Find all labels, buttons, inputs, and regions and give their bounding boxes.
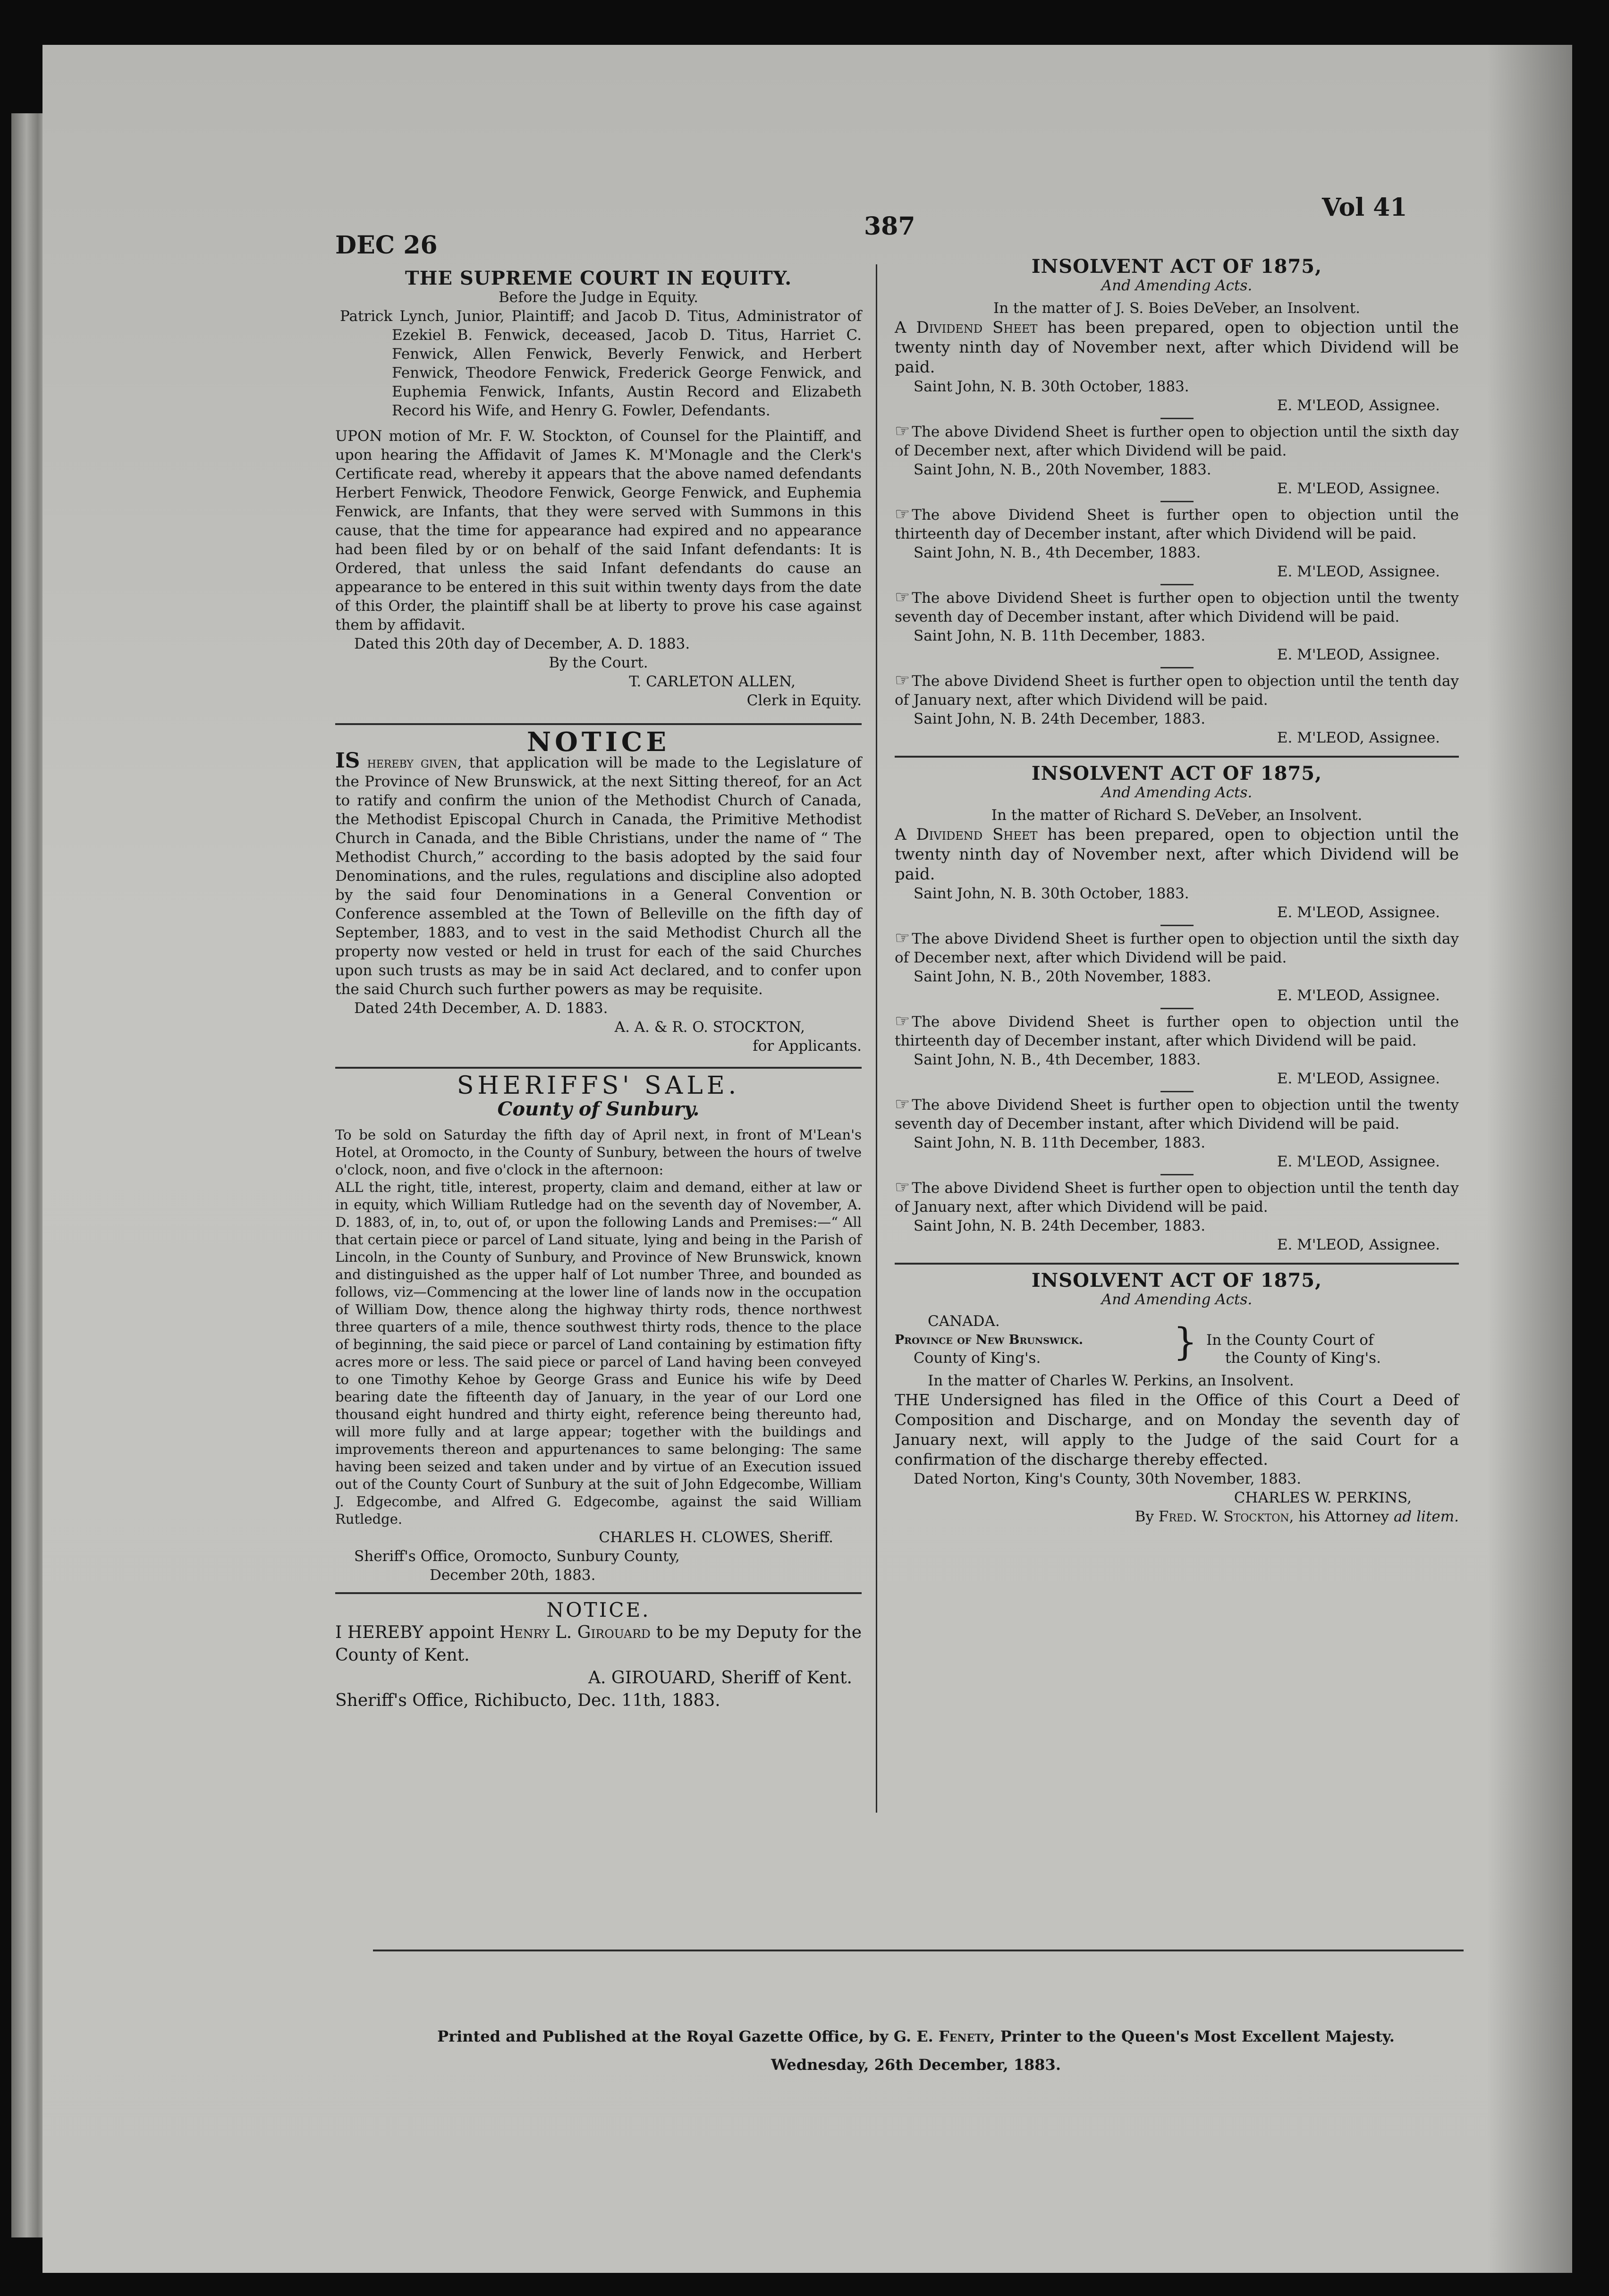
update-dated: Saint John, N. B. 11th December, 1883.	[914, 627, 1206, 644]
footer-line1b: Printer to the Queen's Most Excellent Majesty.	[1000, 2027, 1395, 2045]
equity-by: By the Court.	[549, 654, 648, 671]
insolvent2-update	[895, 925, 1459, 1005]
short-rule	[1160, 501, 1194, 502]
insolvent3-province: Province of New Brunswick.	[895, 1333, 1084, 1347]
footer-line1a: Printed and Published at the Royal Gazette Office, by G. E.	[437, 2027, 933, 2045]
notice2-office: Sheriff's Office, Richibucto, Dec. 11th, 1883.	[335, 1691, 720, 1710]
insolvent-deveber-js	[895, 257, 1459, 747]
insolvent1-update	[895, 418, 1459, 498]
sheriff-sale-signer: CHARLES H. CLOWES, Sheriff.	[599, 1529, 833, 1546]
insolvent2-update	[895, 1091, 1459, 1171]
update-dated: Saint John, N. B. 24th December, 1883.	[914, 710, 1206, 727]
update-dated: Saint John, N. B., 20th November, 1883.	[914, 461, 1211, 478]
insolvent2-update	[895, 1174, 1459, 1254]
section-rule	[335, 723, 862, 725]
notice1-body: that application will be made to the Legislature of the Province of New Brunswick, at the next Sitting thereof, for an Act to ratify and confirm the union of the Methodist Church of Canada, the Methodist Episcopal Church in Canada, the Primitive Methodist Church in Canada, and the Bible Christians, under the name of “ The Methodist Church,” according to the basis adopted by the said four Denominations, and the rules, regulations and discipline also adopted by the said four Denominations in a General Convention or Conference assembled at the Town of Belleville on the fifth day of September, 1883, and to vest in the said Methodist Church all the property now vested or held in trust for each of the said Churches upon such trusts as may be in said Act declared, and to confer upon the said Church such further powers as may be requisite.	[335, 754, 862, 998]
notice1-signer: A. A. & R. O. STOCKTON,	[614, 1019, 805, 1036]
column-divider	[876, 264, 877, 1813]
insolvent3-ad-litem: ad litem.	[1393, 1508, 1459, 1525]
section-rule	[895, 756, 1459, 758]
insolvent1-dated: Saint John, N. B. 30th October, 1883.	[914, 378, 1189, 395]
insolvent3-body: THE Undersigned has filed in the Office of this Court a Deed of Composition and Discharge, and on Monday the seventh day of January next, will apply to the Judge of the said Court for a confirmation of the discharge thereby effected.	[895, 1391, 1459, 1469]
update-signer: E. M'LEOD, Assignee.	[1277, 729, 1440, 746]
notice2-signer: A. GIROUARD, Sheriff of Kent.	[588, 1668, 852, 1688]
insolvent2-title: INSOLVENT ACT OF 1875,	[1031, 762, 1322, 785]
methodist-notice	[335, 726, 862, 1055]
equity-dated: Dated this 20th day of December, A. D. 1883.	[354, 635, 690, 652]
footer-printer: Fenety,	[938, 2027, 995, 2045]
footer-imprint	[373, 2027, 1459, 2045]
update-dated: Saint John, N. B. 24th December, 1883.	[914, 1217, 1206, 1234]
pointing-hand-icon: ☞	[895, 422, 910, 441]
insolvent3-court2: the County of King's.	[1225, 1350, 1381, 1367]
insolvent1-signer: E. M'LEOD, Assignee.	[1277, 397, 1440, 414]
pointing-hand-icon: ☞	[895, 1012, 910, 1031]
update-text: The above Dividend Sheet is further open to objection until the thirteenth day of December instant, after which Dividend will be paid.	[895, 1013, 1459, 1049]
insolvent3-court1: In the County Court of	[1206, 1332, 1374, 1349]
update-signer: E. M'LEOD, Assignee.	[1277, 563, 1440, 580]
equity-subtitle: Before the Judge in Equity.	[499, 289, 698, 306]
pointing-hand-icon: ☞	[895, 1178, 910, 1197]
court-caption	[895, 1309, 1459, 1384]
insolvent3-attorney-rest: his Attorney	[1298, 1508, 1389, 1525]
short-rule	[1160, 667, 1194, 668]
sheriff-sale-notice	[335, 1072, 862, 1585]
insolvent2-update	[895, 1008, 1459, 1088]
update-signer: E. M'LEOD, Assignee.	[1277, 1070, 1440, 1087]
insolvent3-by: By	[1135, 1508, 1154, 1525]
update-signer: E. M'LEOD, Assignee.	[1277, 1153, 1440, 1170]
update-text: The above Dividend Sheet is further open to objection until the thirteenth day of December instant, after which Dividend will be paid.	[895, 506, 1459, 542]
insolvent-deveber-richard	[895, 764, 1459, 1254]
insolvent3-matter: In the matter of Charles W. Perkins, an Insolvent.	[928, 1372, 1294, 1389]
binding-shadow	[1487, 45, 1572, 2273]
sheriff-sale-county: County of Sunbury.	[497, 1098, 700, 1120]
notice1-lead: IS	[335, 749, 360, 773]
insolvent2-subtitle: And Amending Acts.	[1101, 784, 1253, 801]
deputy-notice	[335, 1599, 862, 1712]
short-rule	[1160, 925, 1194, 926]
insolvent2-lead: A Dividend Sheet	[895, 825, 1038, 844]
update-text: The above Dividend Sheet is further open to objection until the tenth day of January next, after which Dividend will be paid.	[895, 673, 1459, 709]
short-rule	[1160, 1174, 1194, 1175]
pointing-hand-icon: ☞	[895, 929, 910, 948]
insolvent3-canada: CANADA.	[928, 1313, 1000, 1330]
header-date: DEC 26	[335, 231, 438, 260]
update-text: The above Dividend Sheet is further open to objection until the twenty seventh day of December instant, after which Dividend will be paid.	[895, 1097, 1459, 1132]
footer-date: Wednesday, 26th December, 1883.	[771, 2056, 1061, 2074]
insolvent1-update	[895, 584, 1459, 664]
section-rule	[335, 1067, 862, 1069]
update-dated: Saint John, N. B. 11th December, 1883.	[914, 1134, 1206, 1151]
short-rule	[1160, 584, 1194, 585]
update-dated: Saint John, N. B., 4th December, 1883.	[914, 1051, 1201, 1068]
insolvent3-subtitle: And Amending Acts.	[1101, 1291, 1253, 1308]
sheriff-sale-intro: To be sold on Saturday the fifth day of April next, in front of M'Lean's Hotel, at Oromocto, in the County of Sunbury, between the hours of twelve o'clock, noon, and five o'clock in the afternoon:	[335, 1127, 862, 1178]
insolvent3-dated: Dated Norton, King's County, 30th November, 1883.	[914, 1470, 1302, 1487]
insolvent3-title: INSOLVENT ACT OF 1875,	[1031, 1269, 1322, 1292]
pointing-hand-icon: ☞	[895, 671, 910, 690]
insolvent3-county: County of King's.	[914, 1350, 1041, 1367]
section-rule	[895, 1263, 1459, 1265]
sheriff-sale-body: ALL the right, title, interest, property, claim and demand, either at law or in equity, which William Rutledge had on the seventh day of November, A. D. 1883, of, in, to, out of, or upon the following Lands and Premises:—“ All that certain piece or parcel of Land situate, lying and being in the Parish of Lincoln, in the County of Sunbury, and Province of New Brunswick, known and distinguished as the upper half of Lot number Three, and bounded as follows, viz—Commencing at the lower line of lands now in the occupation of William Dow, thence along the highway thirty rods, thence northwest three quarters of a mile, thence southwest thirty rods, thence to the place of beginning, the said piece or parcel of Land containing by estimation fifty acres more or less. The said piece or parcel of Land having been conveyed to one Timothy Kehoe by George Grass and Eunice his wife by Deed bearing date the fifteenth day of January, in the year of our Lord one thousand eight hundred and thirty eight, reference being thereunto had, will more fully and at large appear; together with the buildings and improvements thereon and appurtenances to same belonging: The same having been seized and taken under and by virtue of an Execution issued out of the County Court of Sunbury at the suit of John Edgecombe, William J. Edgecombe, and Alfred G. Edgecombe, against the said William Rutledge.	[335, 1179, 862, 1527]
insolvent1-matter: In the matter of J. S. Boies DeVeber, an Insolvent.	[993, 300, 1361, 317]
insolvent2-dated: Saint John, N. B. 30th October, 1883.	[914, 885, 1189, 902]
insolvent1-title: INSOLVENT ACT OF 1875,	[1031, 255, 1322, 278]
short-rule	[1160, 1008, 1194, 1009]
header-volume: Vol 41	[1322, 193, 1407, 222]
notice2-body-a: I HEREBY appoint	[335, 1623, 494, 1642]
pointing-hand-icon: ☞	[895, 1095, 910, 1114]
footer-rule	[373, 1950, 1464, 1951]
update-signer: E. M'LEOD, Assignee.	[1277, 1236, 1440, 1253]
equity-signer: T. CARLETON ALLEN,	[629, 673, 796, 690]
right-column	[895, 257, 1459, 1526]
notice2-title: NOTICE.	[546, 1598, 651, 1621]
equity-notice	[335, 269, 862, 710]
notice2-name: Henry L. Girouard	[500, 1623, 651, 1642]
update-dated: Saint John, N. B., 4th December, 1883.	[914, 544, 1201, 561]
sheriff-sale-office-date: December 20th, 1883.	[430, 1567, 596, 1584]
brace-glyph: }	[1173, 1320, 1197, 1364]
sheriff-sale-office: Sheriff's Office, Oromocto, Sunbury County,	[354, 1548, 680, 1565]
insolvent1-update	[895, 667, 1459, 747]
notice1-title: NOTICE	[526, 726, 670, 758]
equity-body: UPON motion of Mr. F. W. Stockton, of Counsel for the Plaintiff, and upon hearing the Affidavit of James K. M'Monagle and the Clerk's Certificate read, whereby it appears that the above named defendants Herbert Fenwick, Theodore Fenwick, George Fenwick, and Euphemia Fenwick, are Infants, that they were served with Summons in this cause, that the time for appearance had expired and no appearance had been filed by or on behalf of the said Infant defendants: It is Ordered, that unless the said Infant defendants do cause an appearance to be entered in this suit within twenty days from the date of this Order, the plaintiff shall be at liberty to prove his case against them by affidavit.	[335, 428, 862, 633]
header-page-number: 387	[864, 212, 915, 241]
insolvent-perkins	[895, 1271, 1459, 1526]
update-signer: E. M'LEOD, Assignee.	[1277, 646, 1440, 663]
insolvent2-signer: E. M'LEOD, Assignee.	[1277, 904, 1440, 921]
notice1-signer-title: for Applicants.	[753, 1038, 862, 1055]
update-text: The above Dividend Sheet is further open to objection until the sixth day of December next, after which Dividend will be paid.	[895, 423, 1459, 459]
pointing-hand-icon: ☞	[895, 588, 910, 607]
insolvent3-attorney: Fred. W. Stockton,	[1158, 1508, 1294, 1525]
sheriff-sale-title: SHERIFFS' SALE.	[457, 1072, 740, 1100]
equity-title: THE SUPREME COURT IN EQUITY.	[405, 267, 792, 289]
insolvent1-update	[895, 501, 1459, 581]
insolvent2-body: has been prepared, open to objection until the twenty ninth day of November next, after which Dividend will be paid.	[895, 825, 1459, 884]
short-rule	[1160, 418, 1194, 419]
update-text: The above Dividend Sheet is further open to objection until the tenth day of January next, after which Dividend will be paid.	[895, 1180, 1459, 1216]
section-rule	[335, 1592, 862, 1594]
insolvent1-body: has been prepared, open to objection until the twenty ninth day of November next, after which Dividend will be paid.	[895, 318, 1459, 377]
short-rule	[1160, 1091, 1194, 1092]
insolvent3-signer: CHARLES W. PERKINS,	[1234, 1489, 1412, 1506]
notice1-lead-sc: hereby given,	[367, 754, 462, 771]
update-signer: E. M'LEOD, Assignee.	[1277, 987, 1440, 1004]
equity-parties: Patrick Lynch, Junior, Plaintiff; and Jacob D. Titus, Administrator of Ezekiel B. Fenwick, deceased, Jacob D. Titus, Harriet C. Fenwick, Allen Fenwick, Beverly Fenwick, and Herbert Fenwick, Theodore Fenwick, Frederick George Fenwick, and Euphemia Fenwick, Infants, Austin Record and Elizabeth Record his Wife, and Henry G. Fowler, Defendants.	[340, 308, 862, 419]
insolvent1-subtitle: And Amending Acts.	[1101, 277, 1253, 294]
insolvent2-matter: In the matter of Richard S. DeVeber, an Insolvent.	[991, 807, 1363, 824]
gazette-page	[42, 45, 1572, 2273]
update-signer: E. M'LEOD, Assignee.	[1277, 480, 1440, 497]
left-column	[335, 269, 862, 1712]
update-dated: Saint John, N. B., 20th November, 1883.	[914, 968, 1211, 985]
pointing-hand-icon: ☞	[895, 505, 910, 524]
update-text: The above Dividend Sheet is further open to objection until the twenty seventh day of December instant, after which Dividend will be paid.	[895, 590, 1459, 625]
update-text: The above Dividend Sheet is further open to objection until the sixth day of December next, after which Dividend will be paid.	[895, 930, 1459, 966]
insolvent1-lead: A Dividend Sheet	[895, 318, 1038, 337]
notice1-dated: Dated 24th December, A. D. 1883.	[354, 1000, 608, 1017]
notice2-body-b: to be my Deputy for the County of Kent.	[335, 1623, 862, 1665]
equity-signer-title: Clerk in Equity.	[746, 692, 862, 709]
